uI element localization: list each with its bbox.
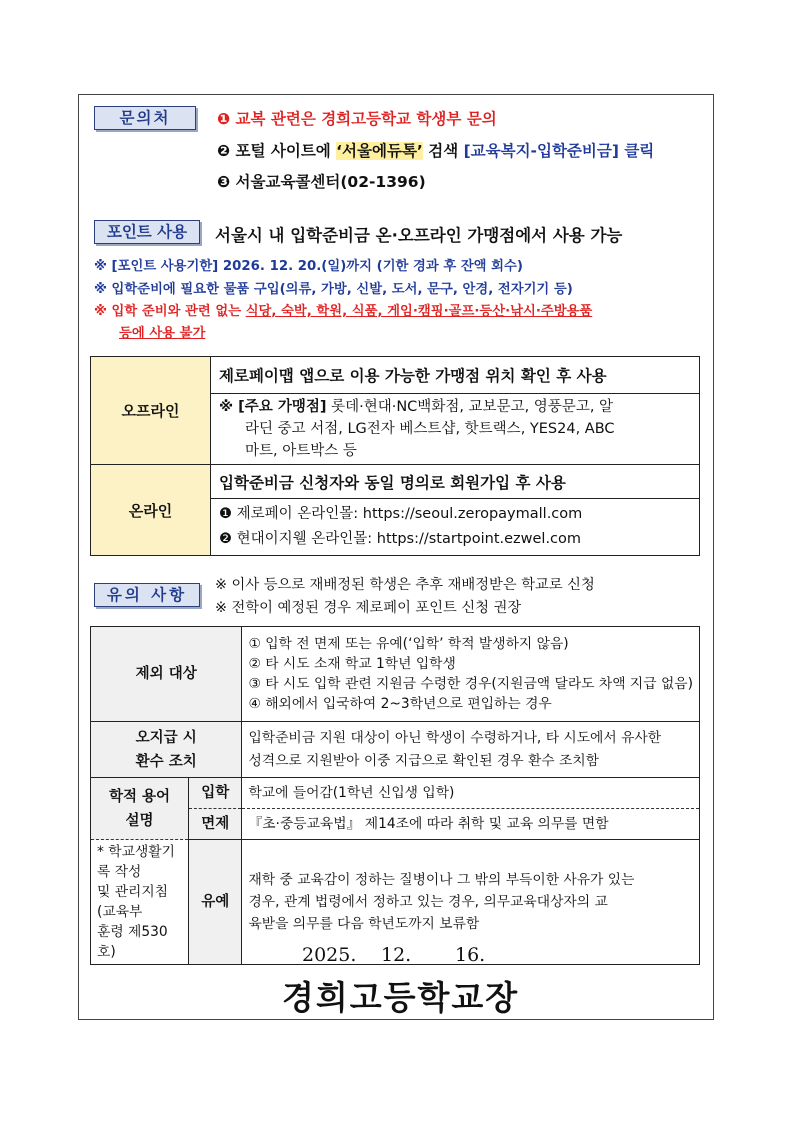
terms-source-line1: * 학교생활기록 작성 [97, 844, 175, 880]
terms-source-line3: 훈령 제530호) [97, 924, 168, 960]
inquiry-item-3 [217, 170, 426, 192]
points-note-usage: ※ 입학준비에 필요한 물품 구입(의류, 가방, 신발, 도서, 문구, 안경, 전자기기 등) [94, 282, 573, 297]
exclusion-item-4: ④ 해외에서 입국하여 2~3학년으로 편입하는 경우 [248, 696, 552, 712]
date-year: 2025. [302, 944, 357, 966]
online-mall-ezwel[interactable]: ❷ 현대이지웰 온라인몰: https://startpoint.ezwel.com [219, 531, 582, 547]
inquiry-item-2-pre: 포털 사이트에 [235, 142, 337, 160]
caution-note-1: ※ 이사 등으로 재배정된 학생은 추후 재배정받은 학교로 신청 [215, 577, 595, 593]
offline-detail [211, 394, 700, 465]
date-month: 12. [381, 944, 412, 966]
caution-note-2: ※ 전학이 예정된 경우 제로페이 포인트 신청 권장 [215, 600, 522, 616]
date-day: 16. [455, 944, 486, 966]
offline-detail-line2: 라딘 중고 서점, LG전자 베스트샵, 핫트랙스, YES24, ABC [245, 421, 615, 437]
restriction-pre: ※ 입학 준비와 관련 없는 [94, 304, 246, 319]
restriction-line2: 등에 사용 불가 [119, 326, 206, 341]
inquiry-label: 문의처 [94, 106, 196, 130]
points-label: 포인트 사용 [94, 220, 200, 244]
rules-table [90, 626, 700, 965]
bullet-3: ❸ [217, 173, 231, 191]
caution-label: 유의 사항 [94, 583, 200, 607]
exclusion-list [242, 627, 700, 722]
inquiry-item-2-mid: 검색 [422, 142, 464, 160]
exclusion-item-2: ② 타 시도 소재 학교 1학년 입학생 [248, 656, 456, 672]
term-exemption-desc: 『초·중등교육법』 제14조에 따라 취학 및 교육 의무를 면함 [242, 809, 700, 840]
points-note-deadline: ※ [포인트 사용기한] 2026. 12. 20.(일)까지 (기한 경과 후 잔액 회수) [94, 259, 523, 274]
term-deferral-line3: 육받을 의무를 다음 학년도까지 보류함 [248, 916, 480, 932]
term-admission-desc: 학교에 들어감(1학년 신입생 입학) [242, 778, 700, 809]
term-deferral: 유예 [188, 840, 241, 965]
online-mall-zeropay[interactable]: ❶ 제로페이 온라인몰: https://seoul.zeropaymall.com [219, 506, 583, 522]
offline-detail-mark: ※ [주요 가맹점] [219, 399, 327, 415]
inquiry-item-1-text: 교복 관련은 경희고등학교 학생부 문의 [235, 110, 497, 128]
refund-text [242, 722, 700, 778]
refund-line1: 입학준비금 지원 대상이 아닌 학생이 수령하거나, 타 시도에서 유사한 [248, 729, 662, 746]
term-deferral-line2: 경우, 관계 법령에서 정하고 있는 경우, 의무교육대상자의 교 [248, 894, 608, 910]
refund-label-line2: 환수 조치 [135, 753, 197, 770]
term-deferral-line1: 재학 중 교육감이 정하는 질병이나 그 밖의 부득이한 사유가 있는 [248, 872, 635, 888]
offline-detail-line1: 롯데·현대·NC백화점, 교보문고, 영풍문고, 알 [326, 399, 614, 415]
points-headline: 서울시 내 입학준비금 온·오프라인 가맹점에서 사용 가능 [215, 226, 623, 245]
restriction-list: 식당, 숙박, 학원, 식품, 게임·캠핑·골프·등산·낚시·주방용품 [245, 304, 593, 319]
online-title: 입학준비금 신청자와 동일 명의로 회원가입 후 사용 [211, 465, 700, 499]
refund-line2: 성격으로 지원받아 이중 지급으로 확인된 경우 환수 조치함 [248, 752, 600, 769]
exclusion-item-1: ① 입학 전 면제 또는 유예(‘입학’ 학적 발생하지 않음) [248, 636, 569, 652]
store-table [90, 356, 700, 556]
exclusion-item-3: ③ 타 시도 입학 관련 지원금 수령한 경우(지원금액 달라도 차액 지급 없음) [248, 676, 693, 692]
principal-signature: 경희고등학교장 [282, 978, 520, 1017]
offline-title: 제로페이맵 앱으로 이용 가능한 가맹점 위치 확인 후 사용 [211, 357, 700, 394]
offline-label: 오프라인 [91, 357, 211, 465]
terms-label-line1: 학적 용어 [108, 788, 171, 805]
refund-label [91, 722, 242, 778]
bullet-1: ❶ [217, 110, 231, 128]
points-note-restriction [94, 300, 592, 319]
offline-detail-line3: 마트, 아트박스 등 [245, 443, 357, 459]
online-malls [211, 499, 700, 556]
terms-label-line2: 설명 [125, 812, 154, 829]
inquiry-item-2 [217, 139, 654, 161]
inquiry-item-3-text: 서울교육콜센터(02-1396) [235, 173, 426, 191]
terms-source-note [91, 840, 189, 965]
refund-label-line1: 오지급 시 [135, 729, 197, 746]
exclusion-label: 제외 대상 [91, 627, 242, 722]
term-exemption: 면제 [188, 809, 241, 840]
online-label: 온라인 [91, 465, 211, 556]
menu-path-link[interactable]: [교육복지-입학준비금] 클릭 [463, 142, 655, 160]
search-keyword: ‘서울에듀톡’ [336, 142, 423, 160]
inquiry-item-1 [217, 107, 497, 129]
terms-source-line2: 및 관리지침(교육부 [97, 884, 169, 920]
terms-label [91, 778, 189, 840]
bullet-2: ❷ [217, 142, 231, 160]
term-admission: 입학 [188, 778, 241, 809]
